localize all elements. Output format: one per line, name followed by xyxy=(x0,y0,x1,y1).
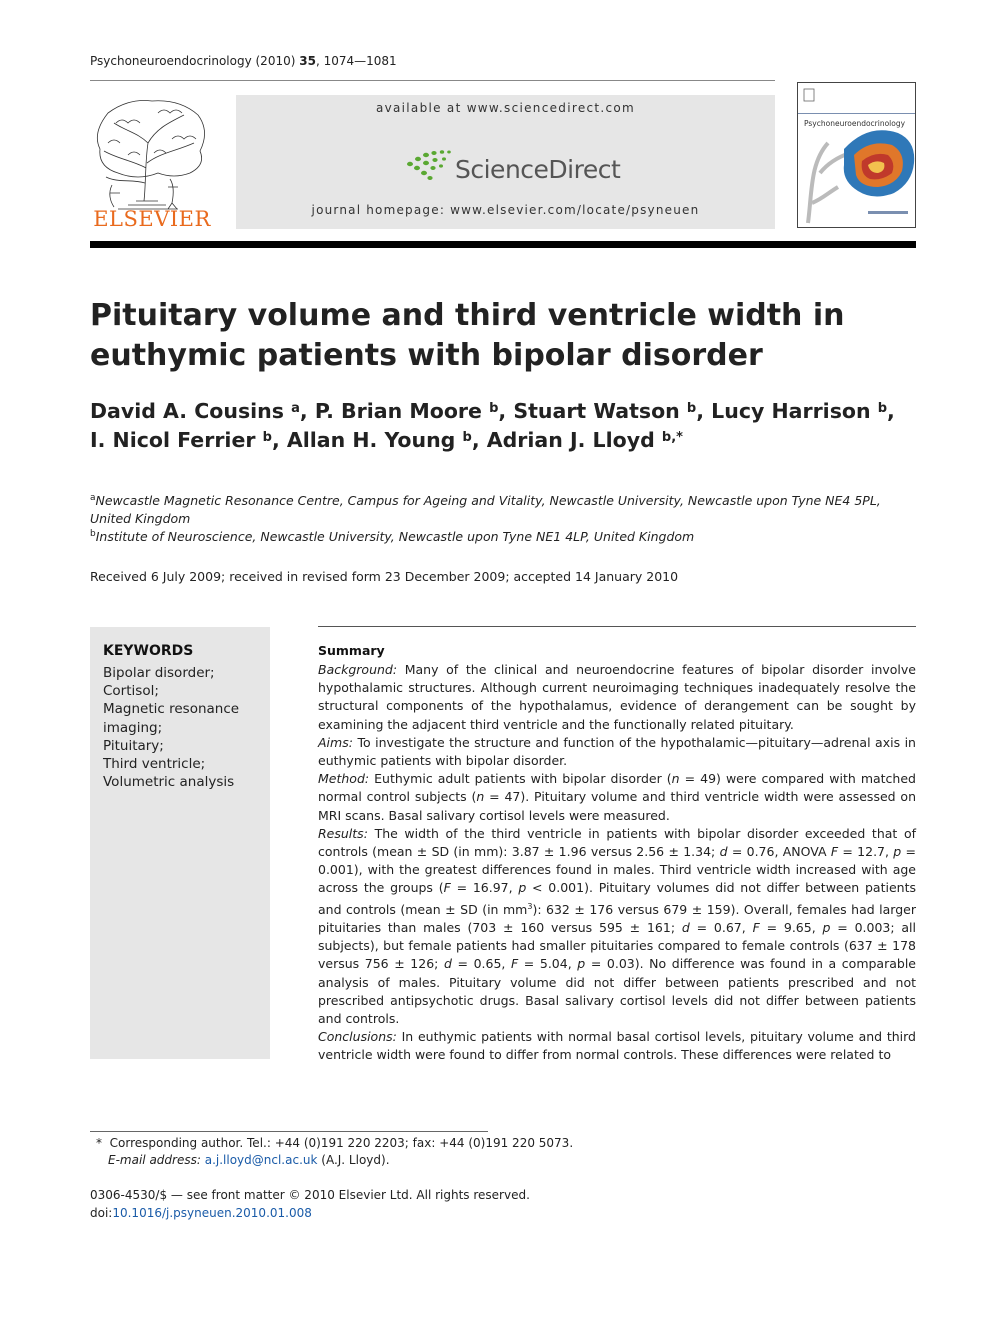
email-note: E-mail address: a.j.lloyd@ncl.ac.uk (A.J. Lloyd). xyxy=(108,1153,390,1167)
abstract-conclusions: Conclusions: In euthymic patients with normal basal cortisol levels, pituitary volume and third ventricle width were found to differ from normal controls. These differences were related to xyxy=(318,1029,916,1063)
available-at-text[interactable]: available at www.sciencedirect.com xyxy=(375,101,636,115)
abstract-results: Results: The width of the third ventricle in patients with bipolar disorder exceeded that of controls (mean ± SD (in mm): 3.87 ± 1.96 versus 2.56 ± 1.34; d = 0.76, ANOVA F = 12.7, p = 0.001), with the greatest differences found in males. Third ventricle width increased with age across the groups (F = 16.97, p < 0.001). Pituitary volumes did not differ between patients and controls (mean ± SD (in $mm^3$): 632 ± 176 versus 679 ± 159). Overall, females had larger pituitaries than males (703 ± 160 versus 595 ± 161; d = 0.67, F = 9.65, p = 0.003; all subjects), but female patients had smaller pituitaries compared to female controls (637 ± 178 versus 756 ± 126; d = 0.65, F = 5.04, p = 0.03). No difference was found in a comparable analysis of males. Pituitary volume did not differ between patients prescribed and not prescribed antipsychotic drugs. Basal salivary cortisol levels did not differ between patients and controls. xyxy=(318,825,917,1027)
copyright-line: 0306-4530/$ — see front matter © 2010 Elsevier Ltd. All rights reserved. xyxy=(90,1188,530,1202)
title-line-2: euthymic patients with bipolar disorder xyxy=(90,338,763,373)
elsevier-wordmark: ELSEVIER xyxy=(93,207,211,231)
journal-volume: 35 xyxy=(299,54,316,68)
sciencedirect-wordmark: ScienceDirect xyxy=(455,155,621,184)
doi-line: doi:10.1016/j.psyneuen.2010.01.008 xyxy=(90,1206,312,1220)
author-affiliation-marker[interactable]: b xyxy=(462,430,472,445)
header-rule xyxy=(90,80,775,81)
title-line-1: Pituitary volume and third ventricle width in xyxy=(90,298,845,333)
keywords-heading: KEYWORDS xyxy=(103,643,194,659)
keyword-item: Magnetic resonance xyxy=(103,701,240,718)
header-thick-rule xyxy=(90,241,916,248)
keyword-item: Volumetric analysis xyxy=(103,774,235,791)
journal-cover-thumbnail[interactable] xyxy=(797,82,916,228)
author-list: David A. Cousins $^a$, P. Brian Moore $^b$, Stuart Watson $^b$, Lucy Harrison $^b$, I. Nicol Ferrier $^b$, Allan H. Young $^b$, Adrian J. Lloyd $^{b,*}$ xyxy=(90,399,895,452)
author-affiliation-marker[interactable]: a xyxy=(291,401,300,416)
keyword-item: imaging; xyxy=(103,719,163,736)
keyword-item: Third ventricle; xyxy=(103,756,206,773)
journal-homepage-link[interactable]: journal homepage: www.elsevier.com/locate/psyneuen xyxy=(311,203,700,217)
affiliation-a: $^a$Newcastle Magnetic Resonance Centre, Campus for Ageing and Vitality, Newcastle University, Newcastle upon Tyne NE4 5PL, United Kingdom xyxy=(90,493,881,527)
keyword-item: Pituitary; xyxy=(103,737,164,754)
author-affiliation-marker[interactable]: b xyxy=(489,401,499,416)
footnote-rule xyxy=(90,1131,488,1132)
corresponding-author-note: * Corresponding author. Tel.: +44 (0)191 220 2203; fax: +44 (0)191 220 5073. xyxy=(96,1136,574,1150)
summary-heading: Summary xyxy=(318,643,385,658)
cover-artwork xyxy=(798,83,916,228)
doi-link[interactable]: 10.1016/j.psyneuen.2010.01.008 xyxy=(112,1206,312,1220)
author-affiliation-marker[interactable]: b xyxy=(262,430,272,445)
journal-name: Psychoneuroendocrinology (2010) xyxy=(90,54,296,68)
author-affiliation-marker[interactable]: b xyxy=(686,401,697,416)
author-email-link[interactable]: a.j.lloyd@ncl.ac.uk xyxy=(204,1153,318,1167)
abstract-background: Background: Many of the clinical and neuroendocrine features of bipolar disorder involve hypothalamic structures. Although current neuroimaging techniques inadequately resolve the structural components of the hypothalamus, evidence of derangement can be sought by examining the adjacent third ventricle and the functionally related pituitary. xyxy=(318,662,916,732)
author-name[interactable]: Stuart Watson xyxy=(513,399,680,423)
author-name[interactable]: Lucy Harrison xyxy=(711,399,871,423)
abstract-method: Method: Euthymic adult patients with bipolar disorder (n = 49) were compared with matched normal control subjects (n = 47). Pituitary volume and third ventricle width were assessed on MRI scans. Basal salivary cortisol levels were measured. xyxy=(318,771,916,823)
author-affiliation-marker[interactable]: b,* xyxy=(661,430,683,445)
journal-citation: Psychoneuroendocrinology (2010) 35, 1074—1081 xyxy=(90,54,397,68)
abstract-aims: Aims: To investigate the structure and function of the hypothalamic—pituitary—adrenal axis in euthymic patients with bipolar disorder. xyxy=(318,734,916,769)
article-title xyxy=(90,296,910,376)
keyword-item: Cortisol; xyxy=(103,683,159,700)
abstract-body xyxy=(318,661,916,1065)
author-name[interactable]: David A. Cousins xyxy=(90,399,284,423)
author-name[interactable]: Allan H. Young xyxy=(286,428,456,452)
sciencedirect-dots-icon xyxy=(400,148,456,184)
author-affiliation-marker[interactable]: b xyxy=(877,401,888,416)
affiliation-b: $^b$Institute of Neuroscience, Newcastle University, Newcastle upon Tyne NE1 4LP, United Kingdom xyxy=(90,529,695,545)
author-name[interactable]: P. Brian Moore xyxy=(314,399,482,423)
author-name[interactable]: I. Nicol Ferrier xyxy=(90,428,256,452)
cover-journal-title: Psychoneuroendocrinology xyxy=(804,119,906,128)
keywords-list xyxy=(103,664,263,791)
summary-rule xyxy=(318,626,916,627)
author-name[interactable]: Adrian J. Lloyd xyxy=(486,428,655,452)
article-dates: Received 6 July 2009; received in revised form 23 December 2009; accepted 14 January 2010 xyxy=(90,569,679,584)
keyword-item: Bipolar disorder; xyxy=(103,665,215,681)
journal-pages: 1074—1081 xyxy=(323,54,397,68)
